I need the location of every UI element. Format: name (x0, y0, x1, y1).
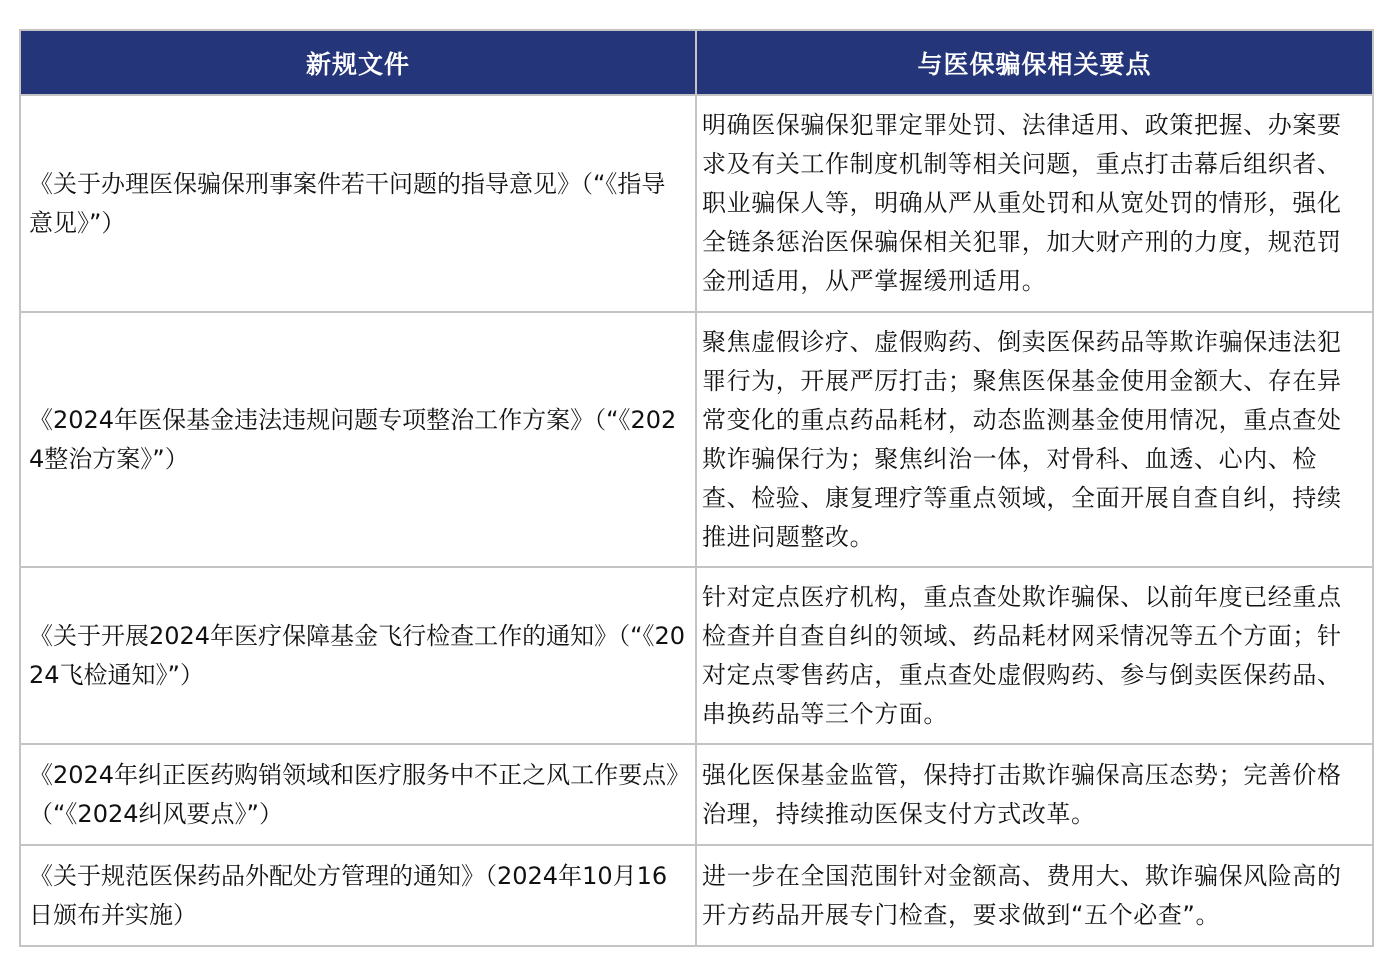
table-row (20, 95, 1373, 312)
file-name-cell: 《2024年纠正医药购销领域和医疗服务中不正之风工作要点》（“《2024纠风要点》”） (20, 744, 696, 845)
file-name-cell: 《关于办理医保骗保刑事案件若干问题的指导意见》（“《指导意见》”） (20, 95, 696, 312)
key-points-cell: 明确医保骗保犯罪定罪处罚、法律适用、政策把握、办案要求及有关工作制度机制等相关问题，重点打击幕后组织者、职业骗保人等，明确从严从重处罚和从宽处罚的情形，强化全链条惩治医保骗保相关犯罪，加大财产刑的力度，规范罚金刑适用，从严掌握缓刑适用。 (696, 95, 1373, 312)
table-body (20, 95, 1373, 946)
table-row (20, 567, 1373, 744)
policy-table (19, 29, 1374, 947)
header-points: 与医保骗保相关要点 (696, 30, 1373, 95)
key-points-cell: 强化医保基金监管，保持打击欺诈骗保高压态势；完善价格治理，持续推动医保支付方式改革。 (696, 744, 1373, 845)
file-name-cell: 《2024年医保基金违法违规问题专项整治工作方案》（“《2024整治方案》”） (20, 312, 696, 567)
file-name-cell: 《关于开展2024年医疗保障基金飞行检查工作的通知》（“《2024飞检通知》”） (20, 567, 696, 744)
header-file: 新规文件 (20, 30, 696, 95)
key-points-cell: 聚焦虚假诊疗、虚假购药、倒卖医保药品等欺诈骗保违法犯罪行为，开展严厉打击；聚焦医保基金使用金额大、存在异常变化的重点药品耗材，动态监测基金使用情况，重点查处欺诈骗保行为；聚焦纠治一体，对骨科、血透、心内、检查、检验、康复理疗等重点领域，全面开展自查自纠，持续推进问题整改。 (696, 312, 1373, 567)
table-row (20, 845, 1373, 946)
table-row (20, 744, 1373, 845)
file-name-cell: 《关于规范医保药品外配处方管理的通知》（2024年10月16日颁布并实施） (20, 845, 696, 946)
key-points-cell: 进一步在全国范围针对金额高、费用大、欺诈骗保风险高的开方药品开展专门检查，要求做到“五个必查”。 (696, 845, 1373, 946)
key-points-cell: 针对定点医疗机构，重点查处欺诈骗保、以前年度已经重点检查并自查自纠的领域、药品耗材网采情况等五个方面；针对定点零售药店，重点查处虚假购药、参与倒卖医保药品、串换药品等三个方面。 (696, 567, 1373, 744)
table-header (20, 30, 1373, 95)
table-row (20, 312, 1373, 567)
header-row (20, 30, 1373, 95)
